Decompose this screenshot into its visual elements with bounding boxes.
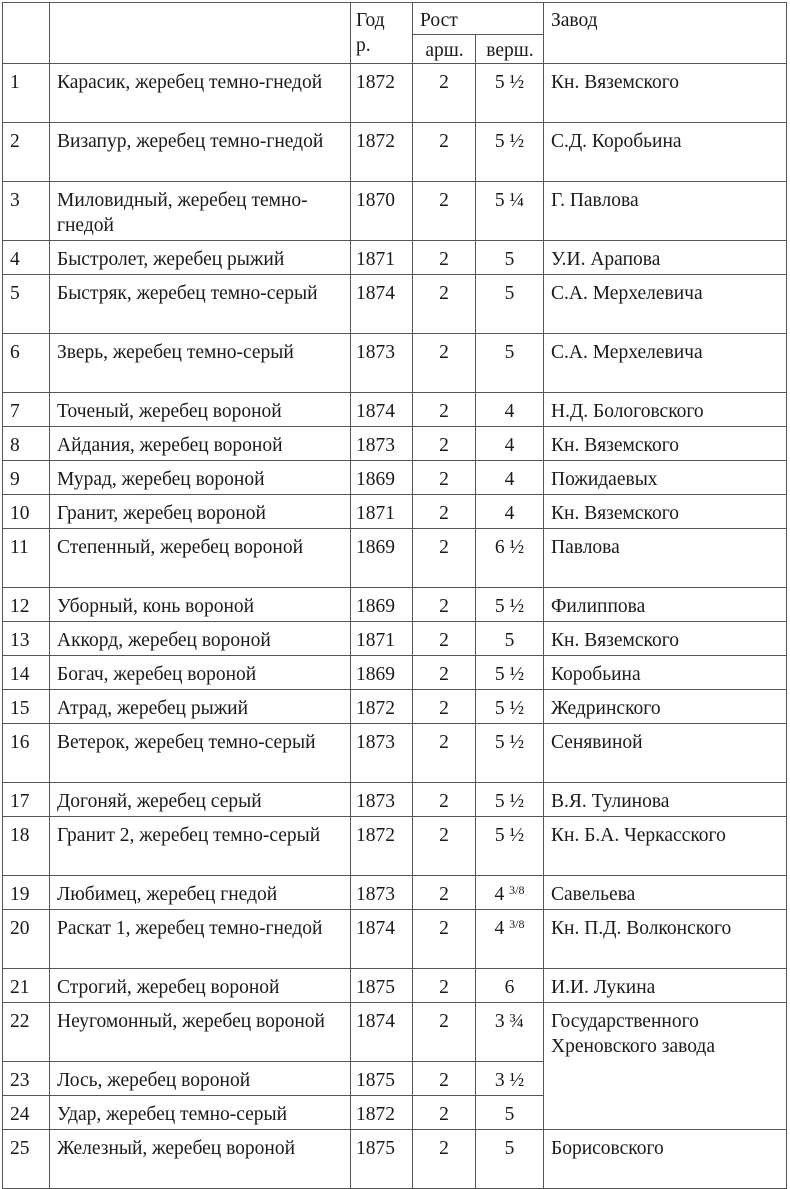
row-number: 22: [3, 1003, 50, 1062]
table-row: [3, 969, 787, 1003]
height-arshin: 2: [413, 182, 476, 241]
height-arshin: 2: [413, 588, 476, 622]
horse-name: Богач, жеребец вороной: [50, 656, 351, 690]
height-vershok-value: 5 ½: [494, 791, 525, 812]
table-row: [3, 690, 787, 724]
header-num: [3, 3, 50, 64]
horse-name: Быстряк, жеребец темно-серый: [50, 275, 351, 334]
height-vershok-value: 5 ½: [494, 698, 525, 719]
horse-name: Гранит, жеребец вороной: [50, 495, 351, 529]
height-vershok-value: 5: [504, 1138, 515, 1159]
stud-farm: И.И. Лукина: [544, 969, 787, 1003]
birth-year: 1869: [351, 461, 413, 495]
height-vershok: [476, 1096, 544, 1130]
row-number: 9: [3, 461, 50, 495]
horse-name: Аккорд, жеребец вороной: [50, 622, 351, 656]
stud-farm: Кн. Вяземского: [544, 495, 787, 529]
table-row: [3, 275, 787, 334]
stud-farm: Жедринского: [544, 690, 787, 724]
height-vershok-value: 5: [504, 342, 515, 363]
table-row: [3, 461, 787, 495]
height-vershok: [476, 910, 544, 969]
birth-year: 1869: [351, 529, 413, 588]
height-vershok: [476, 241, 544, 275]
row-number: 1: [3, 64, 50, 123]
row-number: 25: [3, 1130, 50, 1189]
height-vershok-value: 4: [504, 435, 515, 456]
row-number: 19: [3, 876, 50, 910]
stud-farm: Савельева: [544, 876, 787, 910]
height-arshin: 2: [413, 817, 476, 876]
header-height: Рост: [413, 3, 544, 35]
height-vershok: [476, 876, 544, 910]
horse-name: Гранит 2, жеребец темно-серый: [50, 817, 351, 876]
height-vershok-value: 6 ½: [494, 537, 525, 558]
height-arshin: 2: [413, 64, 476, 123]
height-vershok-value: 5 ½: [494, 732, 525, 753]
birth-year: 1875: [351, 969, 413, 1003]
birth-year: 1872: [351, 64, 413, 123]
birth-year: 1871: [351, 241, 413, 275]
stud-farm: Коробьина: [544, 656, 787, 690]
horse-name: Уборный, конь вороной: [50, 588, 351, 622]
height-arshin: 2: [413, 427, 476, 461]
height-vershok: [476, 724, 544, 783]
stud-farm: С.Д. Коробьина: [544, 123, 787, 182]
table-row: [3, 724, 787, 783]
height-vershok: [476, 588, 544, 622]
horse-name: Айдания, жеребец вороной: [50, 427, 351, 461]
row-number: 5: [3, 275, 50, 334]
row-number: 3: [3, 182, 50, 241]
height-vershok: [476, 275, 544, 334]
height-vershok-fraction: 3/8: [509, 917, 525, 931]
table-row: [3, 910, 787, 969]
height-vershok-value: 4: [504, 469, 515, 490]
birth-year: 1872: [351, 123, 413, 182]
height-vershok: [476, 817, 544, 876]
horse-name: Лось, жеребец вороной: [50, 1062, 351, 1096]
birth-year: 1872: [351, 1096, 413, 1130]
row-number: 4: [3, 241, 50, 275]
row-number: 15: [3, 690, 50, 724]
stud-farm: Н.Д. Бологовского: [544, 393, 787, 427]
height-vershok-value: 5 ½: [494, 825, 525, 846]
horse-name: Догоняй, жеребец серый: [50, 783, 351, 817]
birth-year: 1871: [351, 495, 413, 529]
birth-year: 1875: [351, 1062, 413, 1096]
height-vershok: [476, 529, 544, 588]
row-number: 6: [3, 334, 50, 393]
horse-name: Быстролет, жеребец рыжий: [50, 241, 351, 275]
horse-name: Степенный, жеребец вороной: [50, 529, 351, 588]
birth-year: 1875: [351, 1130, 413, 1189]
birth-year: 1872: [351, 817, 413, 876]
height-vershok: [476, 495, 544, 529]
birth-year: 1873: [351, 334, 413, 393]
table-row: [3, 241, 787, 275]
table-row: [3, 182, 787, 241]
height-vershok: [476, 123, 544, 182]
horse-name: Карасик, жеребец темно-гнедой: [50, 64, 351, 123]
horse-name: Миловидный, жеребец темно-гнедой: [50, 182, 351, 241]
height-arshin: 2: [413, 622, 476, 656]
horse-name: Ветерок, жеребец темно-серый: [50, 724, 351, 783]
height-arshin: 2: [413, 529, 476, 588]
horse-name: Удар, жеребец темно-серый: [50, 1096, 351, 1130]
stud-farm: Филиппова: [544, 588, 787, 622]
row-number: 2: [3, 123, 50, 182]
height-arshin: 2: [413, 275, 476, 334]
height-arshin: 2: [413, 969, 476, 1003]
row-number: 8: [3, 427, 50, 461]
height-vershok-fraction: 3/8: [509, 883, 525, 897]
height-arshin: 2: [413, 393, 476, 427]
table-row: [3, 393, 787, 427]
header-name: [50, 3, 351, 64]
table-row: [3, 588, 787, 622]
header-zavod: Завод: [544, 3, 787, 64]
header-vers: верш.: [476, 35, 544, 64]
row-number: 13: [3, 622, 50, 656]
height-arshin: 2: [413, 241, 476, 275]
horse-name: Неугомонный, жеребец вороной: [50, 1003, 351, 1062]
height-arshin: 2: [413, 1130, 476, 1189]
stud-farm: Г. Павлова: [544, 182, 787, 241]
stud-farm: С.А. Мерхелевича: [544, 334, 787, 393]
stud-farm: У.И. Арапова: [544, 241, 787, 275]
horse-table: [2, 2, 787, 1189]
height-vershok-value: 5 ½: [494, 664, 525, 685]
height-vershok: [476, 656, 544, 690]
height-vershok-value: 5: [504, 249, 515, 270]
table-row: [3, 622, 787, 656]
birth-year: 1874: [351, 275, 413, 334]
table-row: [3, 334, 787, 393]
table-row: [3, 1130, 787, 1189]
height-arshin: 2: [413, 656, 476, 690]
height-vershok-value: 4: [504, 503, 515, 524]
stud-farm: С.А. Мерхелевича: [544, 275, 787, 334]
height-vershok-value: 5 ½: [494, 596, 525, 617]
row-number: 20: [3, 910, 50, 969]
horse-name: Железный, жеребец вороной: [50, 1130, 351, 1189]
table-body: [3, 64, 787, 1189]
header-arsh: арш.: [413, 35, 476, 64]
table-row: [3, 64, 787, 123]
row-number: 24: [3, 1096, 50, 1130]
height-arshin: 2: [413, 495, 476, 529]
height-vershok-value: 3 ½: [494, 1070, 525, 1091]
birth-year: 1874: [351, 910, 413, 969]
table-row: [3, 495, 787, 529]
header-year: [351, 3, 413, 64]
height-arshin: 2: [413, 461, 476, 495]
height-vershok-value: 4: [504, 401, 515, 422]
row-number: 21: [3, 969, 50, 1003]
height-vershok: [476, 622, 544, 656]
height-arshin: 2: [413, 123, 476, 182]
table-row: [3, 817, 787, 876]
row-number: 17: [3, 783, 50, 817]
stud-farm: Кн. Вяземского: [544, 64, 787, 123]
stud-farm: Пожидаевых: [544, 461, 787, 495]
horse-name: Строгий, жеребец вороной: [50, 969, 351, 1003]
row-number: 11: [3, 529, 50, 588]
height-vershok: [476, 690, 544, 724]
height-vershok: [476, 461, 544, 495]
birth-year: 1871: [351, 622, 413, 656]
header-year-label: Год р.: [356, 10, 385, 56]
birth-year: 1869: [351, 656, 413, 690]
row-number: 23: [3, 1062, 50, 1096]
height-vershok: [476, 969, 544, 1003]
height-arshin: 2: [413, 1003, 476, 1062]
height-vershok: [476, 1062, 544, 1096]
birth-year: 1869: [351, 588, 413, 622]
birth-year: 1874: [351, 393, 413, 427]
height-vershok: [476, 334, 544, 393]
row-number: 7: [3, 393, 50, 427]
table-row: [3, 656, 787, 690]
height-vershok-value: 5 ½: [494, 131, 525, 152]
birth-year: 1873: [351, 427, 413, 461]
height-arshin: 2: [413, 783, 476, 817]
height-vershok-value: 4: [494, 884, 505, 905]
horse-name: Визапур, жеребец темно-гнедой: [50, 123, 351, 182]
height-arshin: 2: [413, 334, 476, 393]
table-row: [3, 123, 787, 182]
height-vershok-value: 4: [494, 918, 505, 939]
height-vershok-value: 5: [504, 283, 515, 304]
height-arshin: 2: [413, 910, 476, 969]
height-arshin: 2: [413, 876, 476, 910]
height-vershok-value: 5: [504, 1104, 515, 1125]
birth-year: 1873: [351, 876, 413, 910]
birth-year: 1872: [351, 690, 413, 724]
height-arshin: 2: [413, 724, 476, 783]
horse-name: Атрад, жеребец рыжий: [50, 690, 351, 724]
stud-farm: Кн. Вяземского: [544, 622, 787, 656]
stud-farm: Борисовского: [544, 1130, 787, 1189]
stud-farm: Кн. Вяземского: [544, 427, 787, 461]
table-row: [3, 783, 787, 817]
birth-year: 1874: [351, 1003, 413, 1062]
birth-year: 1870: [351, 182, 413, 241]
row-number: 18: [3, 817, 50, 876]
height-vershok-value: 5: [504, 630, 515, 651]
height-arshin: 2: [413, 1096, 476, 1130]
table-row: [3, 427, 787, 461]
height-vershok: [476, 182, 544, 241]
horse-name: Точеный, жеребец вороной: [50, 393, 351, 427]
height-vershok-value: 6: [504, 977, 515, 998]
height-vershok-value: 5 ¼: [494, 190, 525, 211]
horse-name: Зверь, жеребец темно-серый: [50, 334, 351, 393]
stud-farm: Кн. П.Д. Волконского: [544, 910, 787, 969]
height-arshin: 2: [413, 690, 476, 724]
birth-year: 1873: [351, 783, 413, 817]
height-vershok: [476, 64, 544, 123]
stud-farm: Государственного Хреновского завода: [544, 1003, 787, 1130]
stud-farm: Сенявиной: [544, 724, 787, 783]
table-row: [3, 876, 787, 910]
height-vershok: [476, 393, 544, 427]
table-row: [3, 1003, 787, 1062]
horse-name: Раскат 1, жеребец темно-гнедой: [50, 910, 351, 969]
height-arshin: 2: [413, 1062, 476, 1096]
height-vershok: [476, 783, 544, 817]
height-vershok: [476, 1130, 544, 1189]
height-vershok: [476, 427, 544, 461]
stud-farm: Кн. Б.А. Черкасского: [544, 817, 787, 876]
height-vershok-value: 3 ¾: [494, 1011, 525, 1032]
row-number: 12: [3, 588, 50, 622]
row-number: 14: [3, 656, 50, 690]
horse-name: Мурад, жеребец вороной: [50, 461, 351, 495]
stud-farm: Павлова: [544, 529, 787, 588]
row-number: 10: [3, 495, 50, 529]
birth-year: 1873: [351, 724, 413, 783]
horse-name: Любимец, жеребец гнедой: [50, 876, 351, 910]
height-vershok: [476, 1003, 544, 1062]
table-row: [3, 529, 787, 588]
row-number: 16: [3, 724, 50, 783]
stud-farm: В.Я. Тулинова: [544, 783, 787, 817]
height-vershok-value: 5 ½: [494, 72, 525, 93]
